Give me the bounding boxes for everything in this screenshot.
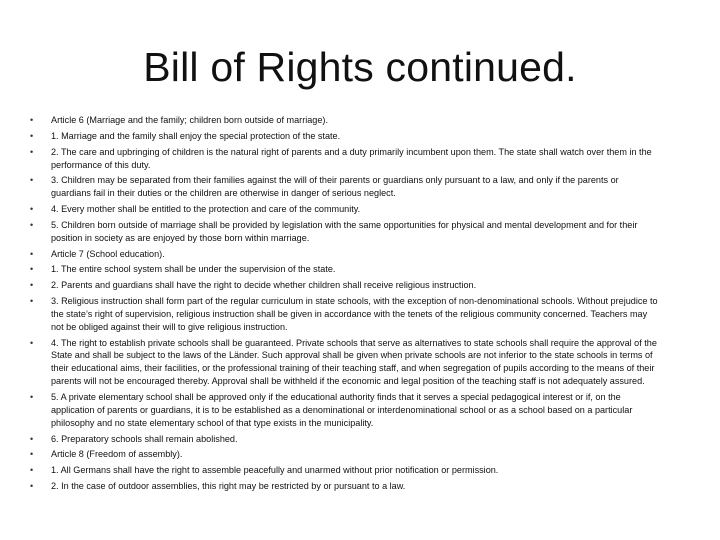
bullet-item <box>30 448 660 461</box>
bullet-item <box>30 337 660 389</box>
bullet-text: 4. The right to establish private schools shall be guaranteed. Private schools that serve as alternatives to state schools shall require the approval of the State and shall be subject to the laws of the Länder. Such approval shall be given when private schools are not inferior to the state schools in terms of their educational aims, their facilities, or the professional training of their teaching staff, and when segregation of pupils according to the means of their parents will not be encouraged thereby. Approval shall be withheld if the economic and legal position of the teaching staff is not adequately assured. <box>51 337 657 387</box>
bullet-dot-icon: • <box>30 433 34 444</box>
bullet-item <box>30 114 660 127</box>
bullet-item <box>30 295 660 334</box>
bullet-dot-icon: • <box>30 264 34 275</box>
bullet-dot-icon: • <box>30 146 34 157</box>
bullet-item <box>30 433 660 446</box>
bullet-text: 6. Preparatory schools shall remain abolished. <box>51 433 238 444</box>
bullet-item <box>30 279 660 292</box>
bullet-dot-icon: • <box>30 337 34 348</box>
bullet-item <box>30 203 660 216</box>
bullet-item <box>30 391 660 430</box>
bullet-dot-icon: • <box>30 465 34 476</box>
bullet-text: 1. All Germans shall have the right to assemble peacefully and unarmed without prior notification or permission. <box>51 465 499 476</box>
bullet-item <box>30 464 660 477</box>
bullet-list <box>30 114 660 496</box>
bullet-dot-icon: • <box>30 248 34 259</box>
bullet-text: Article 6 (Marriage and the family; children born outside of marriage). <box>51 115 328 125</box>
bullet-dot-icon: • <box>30 280 34 291</box>
slide-title: Bill of Rights continued. <box>143 44 577 90</box>
bullet-text: Article 8 (Freedom of assembly). <box>51 449 183 460</box>
bullet-dot-icon: • <box>30 219 34 230</box>
bullet-dot-icon: • <box>30 204 34 214</box>
bullet-text: Article 7 (School education). <box>51 248 165 259</box>
bullet-item <box>30 263 660 276</box>
bullet-text: 2. The care and upbringing of children is the natural right of parents and a duty primarily incumbent upon them. The state shall watch over them in the performance of this duty. <box>51 146 652 170</box>
bullet-item <box>30 130 660 143</box>
bullet-text: 3. Children may be separated from their families against the will of their parents or guardians only pursuant to a law, and only if the parents or guardians fail in their duties or the children are otherwise in danger of serious neglect. <box>51 175 619 199</box>
bullet-item <box>30 248 660 261</box>
bullet-item <box>30 174 660 200</box>
bullet-item <box>30 480 660 493</box>
bullet-dot-icon: • <box>30 115 34 125</box>
bullet-dot-icon: • <box>30 481 34 492</box>
bullet-text: 1. Marriage and the family shall enjoy the special protection of the state. <box>51 130 341 141</box>
bullet-dot-icon: • <box>30 130 34 141</box>
bullet-item <box>30 146 660 172</box>
bullet-text: 2. In the case of outdoor assemblies, this right may be restricted by or pursuant to a law. <box>51 481 406 492</box>
bullet-dot-icon: • <box>30 175 34 186</box>
bullet-dot-icon: • <box>30 449 34 460</box>
bullet-dot-icon: • <box>30 392 34 403</box>
bullet-text: 4. Every mother shall be entitled to the protection and care of the community. <box>51 204 361 214</box>
bullet-text: 5. Children born outside of marriage shall be provided by legislation with the same opportunities for physical and mental development and for their position in society as are enjoyed by those born within marriage. <box>51 219 638 243</box>
bullet-text: 5. A private elementary school shall be approved only if the educational authority finds that it serves a special pedagogical interest or if, on the application of parents or guardians, it is to be established as a denominational or interdenominational school or as a school based on a particular philosophy and no state elementary school of that type exists in the municipality. <box>51 392 633 428</box>
bullet-text: 1. The entire school system shall be under the supervision of the state. <box>51 264 336 275</box>
bullet-text: 3. Religious instruction shall form part of the regular curriculum in state schools, with the exception of non-denominational schools. Without prejudice to the state’s right of supervision, religious instruction shall be given in accordance with the tenets of the religious community concerned. Teachers may not be obliged against their will to give religious instruction. <box>51 295 658 332</box>
bullet-dot-icon: • <box>30 295 34 306</box>
bullet-text: 2. Parents and guardians shall have the right to decide whether children shall receive religious instruction. <box>51 280 477 291</box>
bullet-item <box>30 219 660 245</box>
